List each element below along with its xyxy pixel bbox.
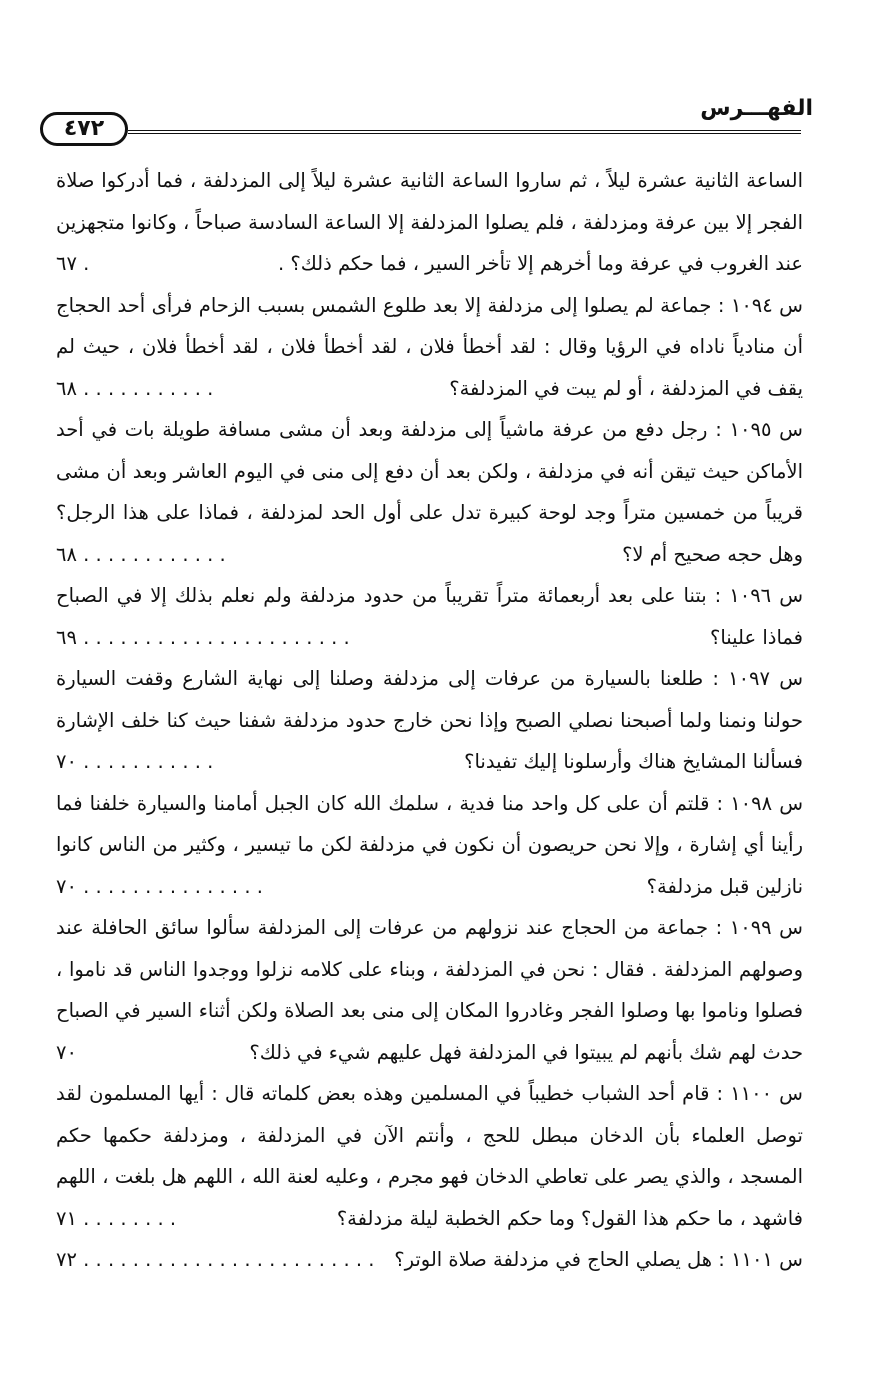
- entry-text: جماعة من الحجاج عند نزولهم من عرفات إلى المزدلفة سألوا سائق الحافلة عند وصولهم المزدلفة . فقال : نحن في المزدلفة ، وبناء على كلامه نزلوا ووجدوا الناس قد ناموا ، فصلوا وناموا بها وصلوا الفجر وغادروا المكان إلى منى بعد الصلاة ولكن أثناء السير في الصباح حدث لهم شك بأنهم لم يبيتوا في المزدلفة فهل عليهم شيء في ذلك؟: [56, 916, 803, 1064]
- question-number: س ١١٠١ :: [718, 1248, 803, 1271]
- index-entry: [56, 1073, 803, 1239]
- entry-dots: . . . . . . . . . . . . . . . . . . . . . .: [83, 625, 350, 649]
- index-entry: [56, 575, 803, 658]
- entry-page-ref: [56, 617, 350, 659]
- question-number: س ١٠٩٩ :: [715, 916, 803, 939]
- entry-dots: . . . . . . . . . . . .: [83, 542, 226, 566]
- entry-page-ref: [56, 368, 213, 410]
- entry-text: هل يصلي الحاج في مزدلفة صلاة الوتر؟: [394, 1248, 713, 1271]
- index-entry: [56, 1239, 803, 1281]
- entry-dots: . . . . . . . . . . .: [83, 376, 214, 400]
- entry-page-number: ٦٨: [56, 376, 77, 400]
- entry-dots: . . . . . . . . . . .: [83, 750, 214, 773]
- page-number: ٤٧٢: [40, 112, 128, 146]
- entry-page-number: ٧٢: [56, 1248, 77, 1271]
- question-number: س ١٠٩٨ :: [716, 791, 803, 815]
- question-number: س ١١٠٠ :: [716, 1082, 803, 1105]
- entry-page-number: ٧٠: [56, 1040, 77, 1064]
- index-entry: [56, 658, 803, 783]
- question-number: س ١٠٩٧ :: [712, 667, 803, 690]
- entry-text: بتنا على بعد أربعمائة متراً تقريباً من حدود مزدلفة ولم نعلم بذلك إلا في الصباح فماذا علينا؟: [56, 584, 803, 649]
- question-number: س ١٠٩٥ :: [715, 418, 803, 441]
- entry-page-number: ٧٠: [56, 750, 77, 773]
- entry-page-number: ٦٩: [56, 625, 77, 649]
- entry-page-ref: [56, 1198, 176, 1240]
- index-entry: [56, 409, 803, 575]
- entry-page-ref: [56, 1239, 375, 1281]
- entry-text: الساعة الثانية عشرة ليلاً ، ثم ساروا الساعة الثانية عشرة ليلاً إلى المزدلفة ، فما أدركوا صلاة الفجر إلا بين عرفة ومزدلفة ، فلم يصلوا المزدلفة إلا الساعة السادسة صباحاً ، وكانوا متجهزين عند الغروب في عرفة وما أخرهم إلا تأخر السير ، فما حكم ذلك؟ .: [56, 169, 803, 275]
- index-entries: [56, 160, 803, 1281]
- entry-text: قلتم أن على كل واحد منا فدية ، سلمك الله كان الجبل أمامنا والسيارة خلفنا فما رأينا أي إشارة ، وإلا نحن حريصون أن نكون في مزدلفة لكن ما تيسير ، وكثير من الناس كانوا نازلين قبل مزدلفة؟: [56, 791, 803, 898]
- entry-text: جماعة لم يصلوا إلى مزدلفة إلا بعد طلوع الشمس بسبب الزحام فرأى أحد الحجاج أن منادياً ناداه في الرؤيا وقال : لقد أخطأ فلان ، لقد أخطأ فلان ، لقد أخطأ فلان ، حيث لم يقف في المزدلفة ، أو لم يبت في المزدلفة؟: [56, 293, 803, 400]
- entry-page-number: ٧٠: [56, 874, 77, 898]
- index-entry: [56, 907, 803, 1073]
- question-number: س ١٠٩٤ :: [717, 293, 803, 317]
- entry-page-number: ٦٨: [56, 542, 77, 566]
- entry-page-ref: [56, 534, 226, 576]
- entry-dots: .: [83, 252, 90, 275]
- index-entry: [56, 160, 803, 285]
- index-entry: [56, 285, 803, 410]
- entry-text: قام أحد الشباب خطيباً في المسلمين وهذه بعض كلماته قال : أيها المسلمون لقد توصل العلماء بأن الدخان مبطل للحج ، وأنتم الآن في المزدلفة ، ومزدلفة حكمها حكم المسجد ، والذي يصر على تعاطي الدخان فهو مجرم ، وعليه لعنة الله ، اللهم هل بلغت ، اللهم فاشهد ، ما حكم هذا القول؟ وما حكم الخطبة ليلة مزدلفة؟: [56, 1082, 803, 1230]
- entry-page-ref: [56, 243, 89, 285]
- entry-dots: . . . . . . . .: [83, 1206, 177, 1230]
- index-entry: [56, 783, 803, 908]
- entry-page-number: ٧١: [56, 1206, 77, 1230]
- header-title: الفهـــرس: [700, 96, 813, 121]
- entry-page-ref: [56, 741, 213, 783]
- entry-dots: . . . . . . . . . . . . . . . . . . . . . . . .: [83, 1248, 375, 1271]
- entry-text: طلعنا بالسيارة من عرفات إلى مزدلفة وصلنا إلى نهاية الشارع وقفت السيارة حولنا ونمنا ولما أصبحنا نصلي الصبح وإذا نحن خارج حدود مزدلفة شفنا حيث كنا خلف الإشارة فسألنا المشايخ هناك وأرسلونا إليك تفيدنا؟: [56, 667, 803, 773]
- question-number: س ١٠٩٦ :: [714, 584, 803, 607]
- entry-dots: . . . . . . . . . . . . . . .: [83, 874, 263, 898]
- entry-page-ref: [56, 1032, 77, 1074]
- entry-page-number: ٦٧: [56, 252, 77, 275]
- entry-text: رجل دفع من عرفة ماشياً إلى مزدلفة وبعد أن مشى مسافة طويلة بات في أحد الأماكن حيث تيقن أنه في مزدلفة ، ولكن بعد أن دفع إلى منى في اليوم العاشر وبعد أن مشى قريباً من خمسين متراً وجد لوحة كبيرة تدل على أول الحد لمزدلفة ، فماذا على هذا الرجل؟ وهل حجه صحيح أم لا؟: [56, 418, 803, 566]
- header-rule: [128, 130, 801, 134]
- entry-page-ref: [56, 866, 263, 908]
